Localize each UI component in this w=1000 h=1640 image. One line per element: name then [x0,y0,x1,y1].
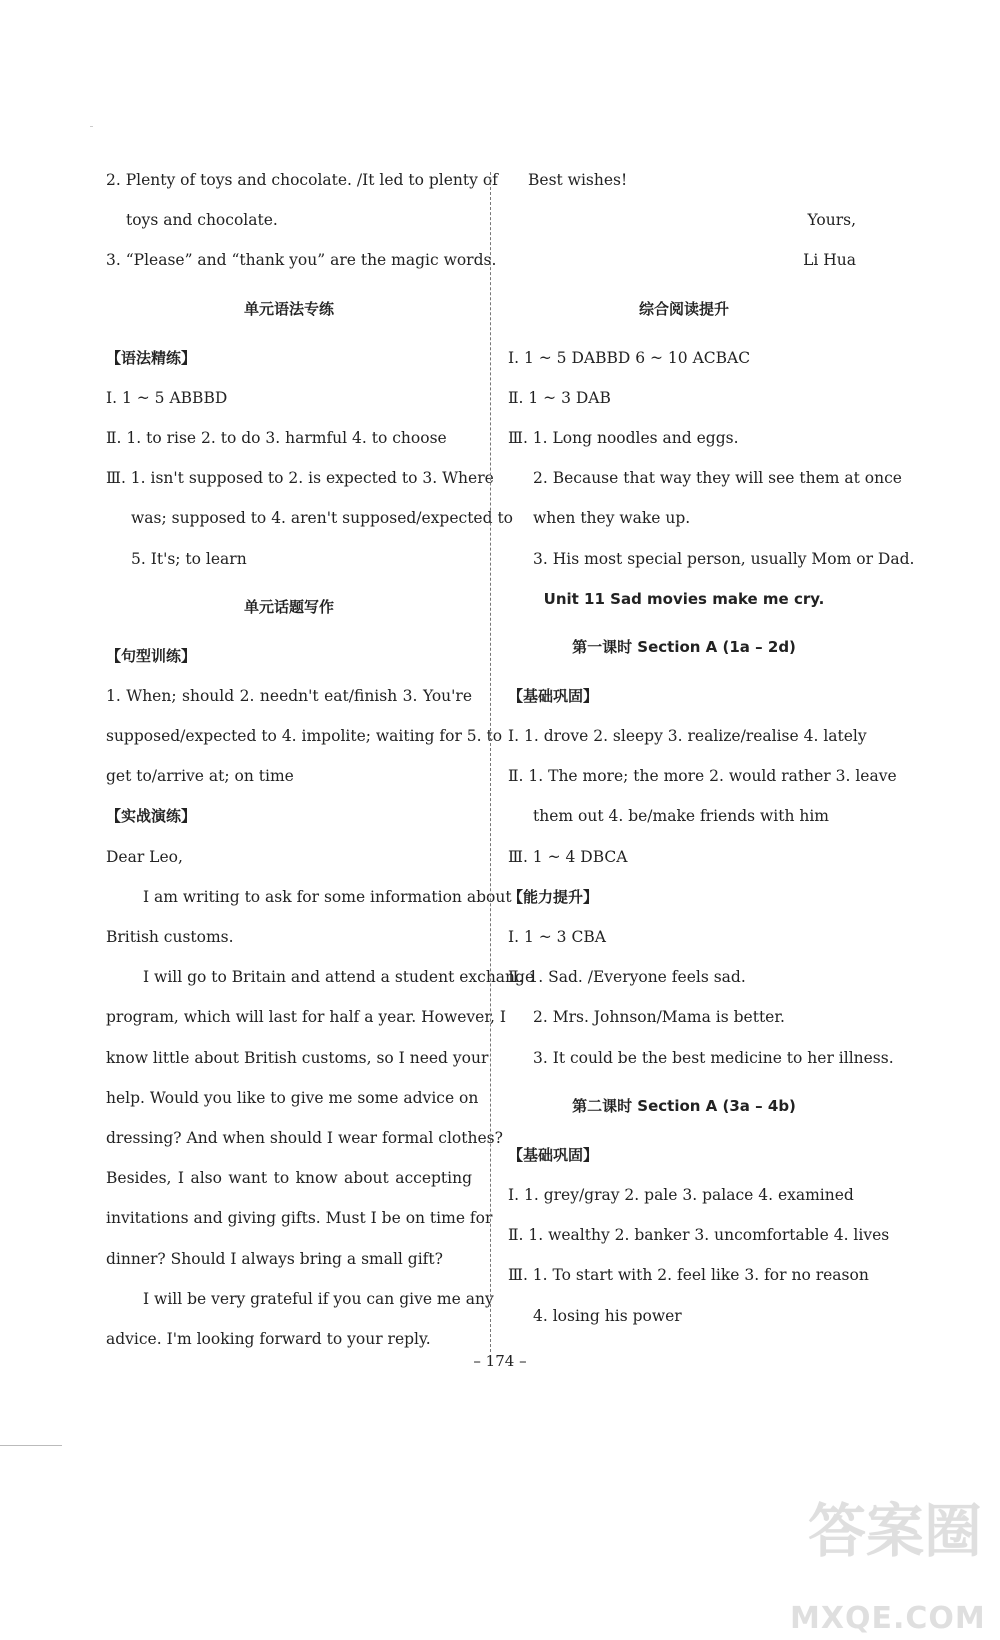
answer-line: Ⅱ. 1. to rise 2. to do 3. harmful 4. to choose [106,428,447,447]
answer-line: 4. losing his power [533,1306,682,1325]
answer-line: them out 4. be/make friends with him [533,807,830,826]
section-tag-basic: 【基础巩固】 [508,1145,599,1164]
watermark-logo: 答案圈 [808,1497,983,1565]
letter-signature: Li Hua [803,251,856,270]
answer-line: toys and chocolate. [126,211,278,230]
answer-line: Ⅰ. 1. grey/gray 2. pale 3. palace 4. examined [508,1185,854,1204]
watermark [790,1478,1000,1640]
scan-mark [90,126,93,127]
answer-line: Ⅰ. 1 ~ 3 CBA [508,928,606,946]
letter-yours: Yours, [807,211,856,230]
letter-salutation: Dear Leo, [106,847,183,866]
letter-line: invitations and giving gifts. Must I be on time for [106,1209,493,1228]
answer-line: 1. When; should 2. needn't eat/finish 3. You're [106,686,472,705]
section-tag-sentence: 【句型训练】 [106,646,197,665]
letter-line: advice. I'm looking forward to your reply. [106,1329,431,1348]
answer-line: 5. It's; to learn [131,549,247,568]
answer-line: Ⅱ. 1 ~ 3 DAB [508,388,611,407]
section-heading-writing: 单元话题写作 [243,597,334,616]
letter-line: Besides, I also want to know about accepting [106,1169,472,1188]
answer-line: Ⅰ. 1 ~ 5 DABBD 6 ~ 10 ACBAC [508,348,751,367]
answer-line: Ⅱ. 1. wealthy 2. banker 3. uncomfortable 4. lives [508,1226,890,1245]
section-heading-reading: 综合阅读提升 [638,299,729,318]
section-tag-ability: 【能力提升】 [508,887,599,906]
section-heading-grammar: 单元语法专练 [243,299,334,318]
answer-line: 3. “Please” and “thank you” are the magic words. [106,251,497,270]
answer-line: Ⅱ. 1. The more; the more 2. would rather 3. leave [508,767,897,786]
letter-line: help. Would you like to give me some advice on [106,1088,479,1107]
answer-line: 3. His most special person, usually Mom or Dad. [533,549,915,568]
column-divider [490,172,491,1352]
answer-line: 2. Because that way they will see them at once [533,469,902,488]
answer-line: Ⅰ. 1. drove 2. sleepy 3. realize/realise 4. lately [508,727,867,746]
answer-line: Ⅲ. 1. To start with 2. feel like 3. for no reason [508,1266,869,1285]
letter-line: dinner? Should I always bring a small gift? [106,1249,443,1268]
letter-line: I will go to Britain and attend a student exchange [143,968,535,987]
answer-line: 2. Mrs. Johnson/Mama is better. [533,1008,785,1027]
answer-line: supposed/expected to 4. impolite; waiting for 5. to [106,727,503,746]
answer-line: when they wake up. [533,509,691,528]
answer-line: Ⅲ. 1. Long noodles and eggs. [508,428,739,447]
footer-rule [0,1445,62,1446]
lesson-title-1: 第一课时 Section A (1a – 2d) [572,637,796,656]
letter-line: dressing? And when should I wear formal clothes? [106,1128,503,1147]
letter-line: British customs. [106,928,234,946]
watermark-site: MXQE.COM [790,1601,986,1636]
answer-line: Ⅰ. 1 ~ 5 ABBBD [106,388,228,407]
answer-line: was; supposed to 4. aren't supposed/expected to [131,509,514,528]
answer-line: Ⅱ. 1. Sad. /Everyone feels sad. [508,968,746,987]
letter-line: I am writing to ask for some information about [143,887,512,906]
letter-line: program, which will last for half a year. However, I [106,1008,507,1027]
unit-title: Unit 11 Sad movies make me cry. [543,589,825,608]
answer-line: get to/arrive at; on time [106,767,294,786]
section-tag-practice: 【实战演练】 [106,807,197,826]
answer-line: Ⅲ. 1 ~ 4 DBCA [508,847,628,866]
lesson-title-2: 第二课时 Section A (3a – 4b) [572,1096,796,1115]
answer-line: 2. Plenty of toys and chocolate. /It led to plenty of [106,171,498,189]
right-column [508,160,915,1336]
left-column [106,160,535,1359]
letter-line: know little about British customs, so I need your [106,1048,489,1067]
letter-line: I will be very grateful if you can give me any [143,1289,494,1308]
page-number: – 174 – [473,1352,527,1370]
section-tag-grammar: 【语法精练】 [106,348,197,367]
letter-closing: Best wishes! [528,171,628,189]
answer-line: Ⅲ. 1. isn't supposed to 2. is expected to 3. Where [106,469,494,488]
answer-line: 3. It could be the best medicine to her illness. [533,1048,894,1067]
section-tag-basic: 【基础巩固】 [508,686,599,705]
